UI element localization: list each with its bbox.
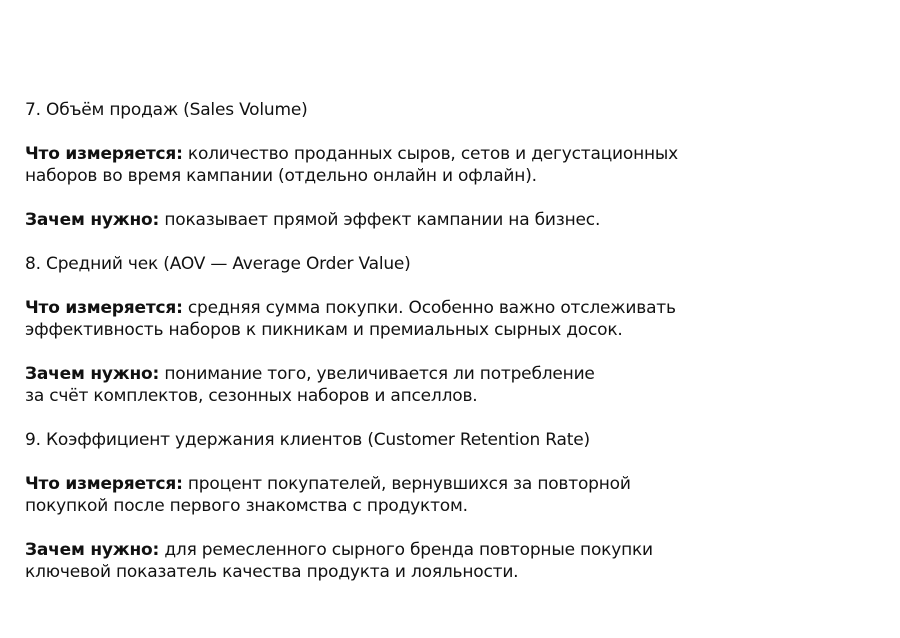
paragraph-why-needed [25,363,880,407]
paragraph-what-measured [25,143,880,187]
paragraph-label: Зачем нужно: [25,210,160,230]
paragraph-text: количество проданных сыров, сетов и дегустационных [182,144,679,164]
section-sales-volume [25,99,880,231]
paragraph-line: эффективность наборов к пикникам и премиальных сырных досок. [25,320,623,340]
paragraph-label: Что измеряется: [25,144,183,164]
paragraph-label: Зачем нужно: [25,364,160,384]
paragraph-why-needed [25,209,880,231]
paragraph-text: средняя сумма покупки. Особенно важно отслеживать [182,298,676,318]
paragraph-line: покупкой после первого знакомства с продуктом. [25,496,468,516]
paragraph-line: ключевой показатель качества продукта и лояльности. [25,562,519,582]
paragraph-line [25,539,880,561]
paragraph-what-measured [25,473,880,517]
section-heading: 7. Объём продаж (Sales Volume) [25,100,308,120]
paragraph-text: для ремесленного сырного бренда повторные покупки [159,540,653,560]
paragraph-line: за счёт комплектов, сезонных наборов и апселлов. [25,386,478,406]
paragraph-line [25,209,880,231]
paragraph-text: показывает прямой эффект кампании на бизнес. [159,210,601,230]
paragraph-line: наборов во время кампании (отдельно онлайн и офлайн). [25,166,537,186]
paragraph-label: Что измеряется: [25,298,183,318]
paragraph-line [25,143,880,165]
section-heading: 9. Коэффициент удержания клиентов (Customer Retention Rate) [25,430,590,450]
paragraph-text: понимание того, увеличивается ли потребление [159,364,595,384]
paragraph-why-needed [25,539,880,583]
section-average-order-value [25,253,880,407]
paragraph-line [25,363,880,385]
paragraph-line [25,297,880,319]
section-customer-retention [25,429,880,583]
paragraph-label: Зачем нужно: [25,540,160,560]
section-heading: 8. Средний чек (AOV — Average Order Value) [25,254,411,274]
paragraph-text: процент покупателей, вернувшихся за повторной [182,474,631,494]
paragraph-what-measured [25,297,880,341]
paragraph-label: Что измеряется: [25,474,183,494]
paragraph-line [25,473,880,495]
